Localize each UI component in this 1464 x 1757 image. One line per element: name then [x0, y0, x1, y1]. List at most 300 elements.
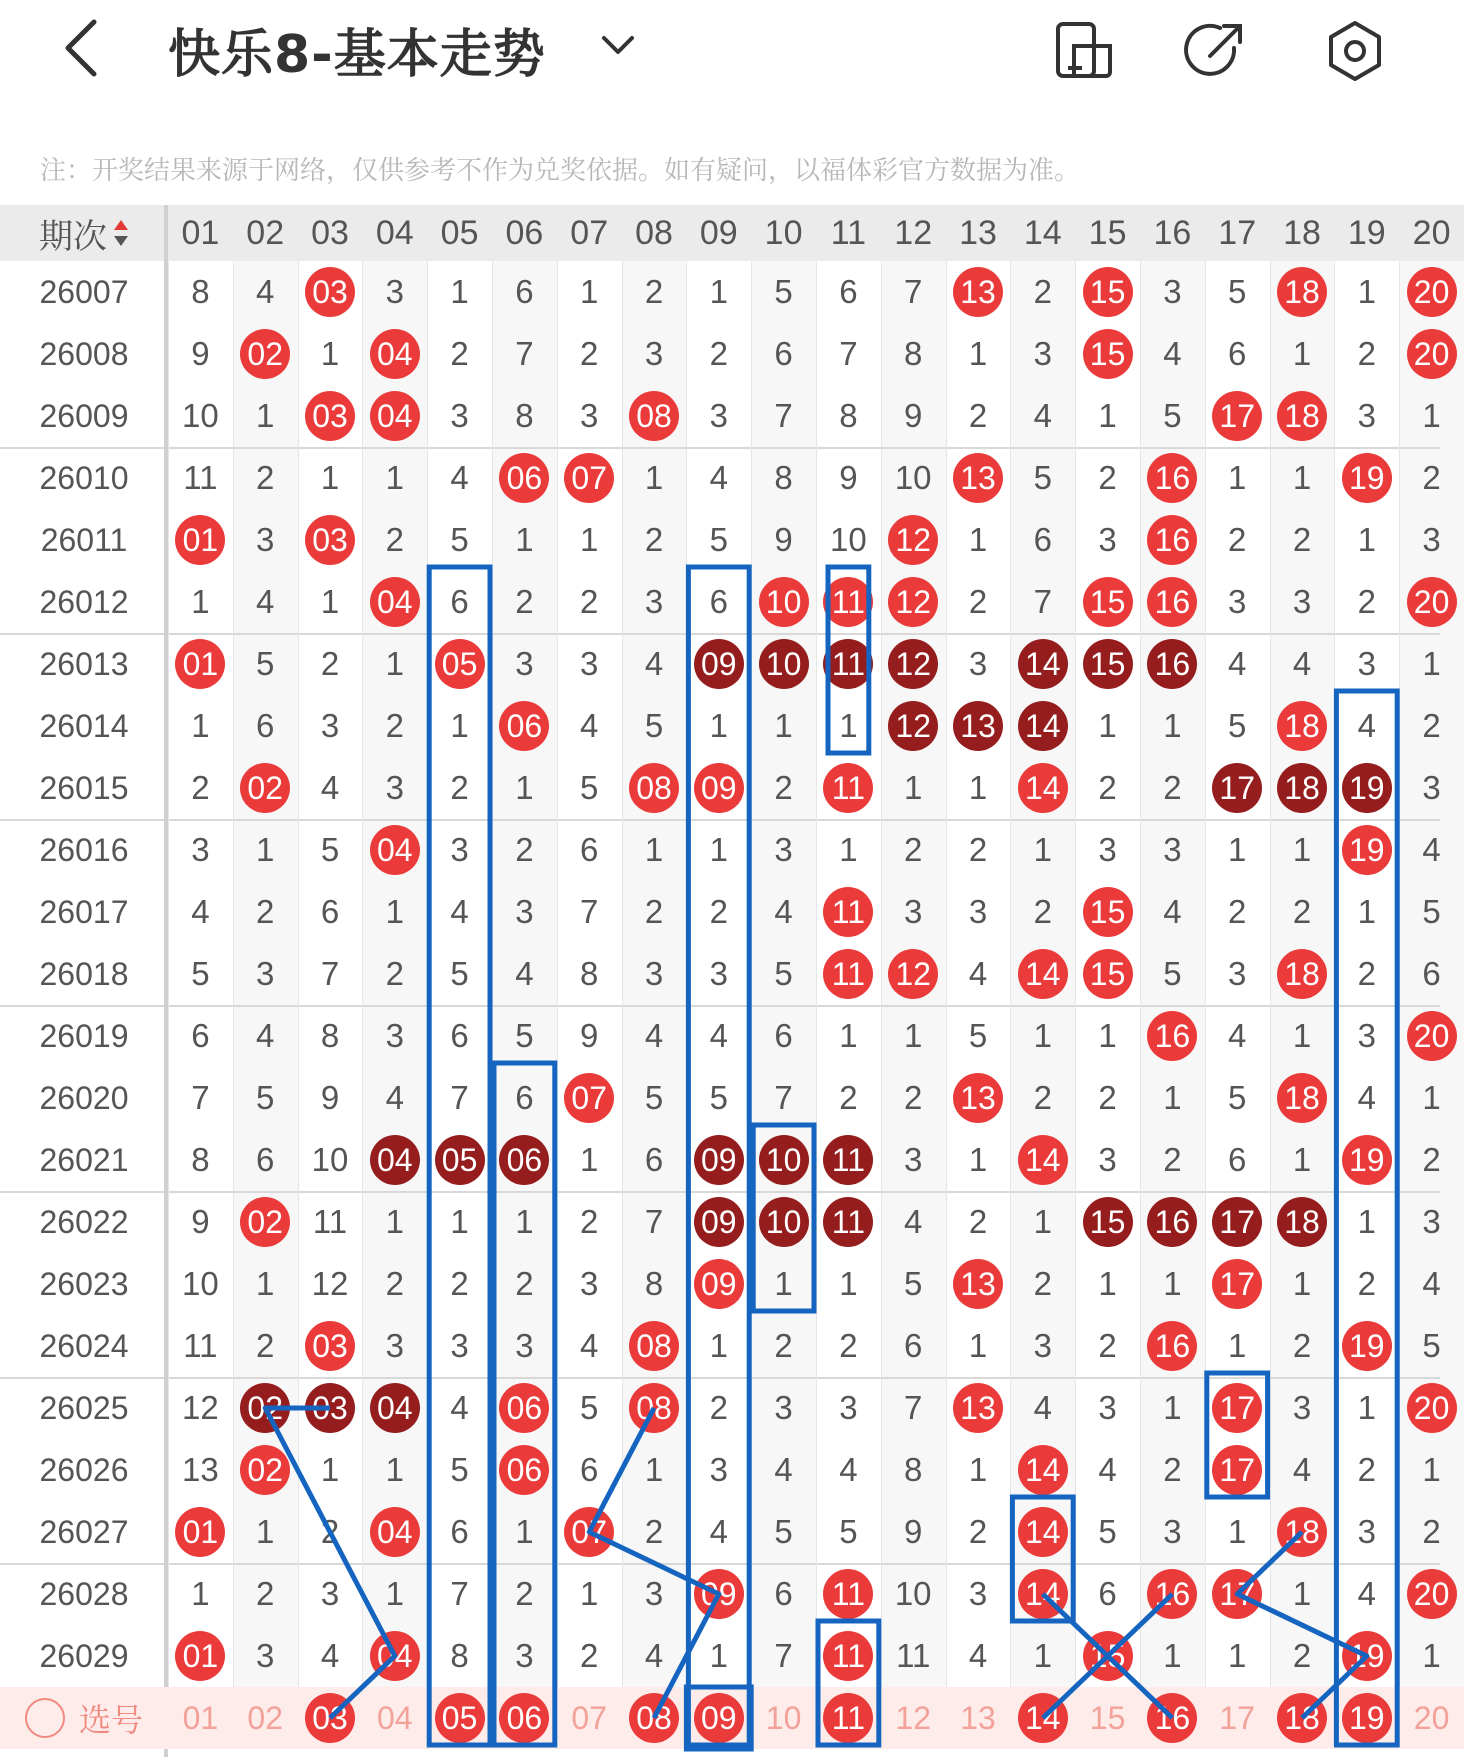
- select-number-cell[interactable]: [557, 1687, 622, 1749]
- omission-value: 7: [839, 335, 858, 372]
- select-number-cell[interactable]: [298, 1687, 363, 1749]
- omission-value: 2: [968, 1513, 988, 1550]
- omission-value: 3: [1098, 1141, 1117, 1178]
- number-cell: [946, 943, 1011, 1005]
- selected-ball[interactable]: 05: [435, 1693, 485, 1743]
- period-cell: 26029: [0, 1625, 168, 1687]
- omission-value: 1: [580, 273, 599, 310]
- number-cell: [492, 1625, 557, 1687]
- number-cell: [1270, 1067, 1335, 1129]
- number-cell: [1270, 1439, 1335, 1501]
- number-cell: [686, 1439, 751, 1501]
- select-number-cell[interactable]: [1270, 1687, 1335, 1749]
- number-cell: [168, 1315, 233, 1377]
- number-ball: 17: [1212, 391, 1262, 441]
- select-number[interactable]: 07: [571, 1699, 607, 1736]
- selected-ball[interactable]: 11: [823, 1693, 873, 1743]
- omission-value: 6: [1422, 955, 1441, 992]
- number-ball: 04: [370, 577, 420, 627]
- number-cell: [1010, 757, 1075, 819]
- column-header: 03: [298, 205, 363, 261]
- omission-value: 1: [1292, 459, 1312, 496]
- number-cell: [1334, 1377, 1399, 1439]
- omission-value: 7: [904, 273, 923, 310]
- period-header[interactable]: [0, 205, 168, 261]
- number-cell: [427, 571, 492, 633]
- number-cell: [686, 261, 751, 323]
- omission-value: 3: [1422, 521, 1441, 558]
- column-header: 02: [233, 205, 298, 261]
- omission-value: 1: [320, 1451, 340, 1488]
- split-screen-icon[interactable]: [1052, 18, 1118, 84]
- omission-value: 1: [1098, 707, 1117, 744]
- number-ball: 16: [1147, 1011, 1197, 1061]
- omission-value: 1: [1098, 1265, 1117, 1302]
- omission-value: 12: [311, 1265, 349, 1302]
- omission-value: 2: [1163, 1141, 1182, 1178]
- omission-value: 5: [1098, 1513, 1117, 1550]
- omission-value: 5: [515, 1017, 534, 1054]
- select-number-cell[interactable]: [362, 1687, 427, 1749]
- number-cell: [686, 695, 751, 757]
- number-cell: [1399, 447, 1464, 509]
- column-header: 15: [1075, 205, 1140, 261]
- omission-value: 4: [1163, 335, 1182, 372]
- number-cell: [1205, 1563, 1270, 1625]
- column-header: 08: [622, 205, 687, 261]
- omission-value: 10: [894, 459, 932, 496]
- sort-icon[interactable]: [113, 218, 129, 248]
- number-cell: [881, 447, 946, 509]
- number-cell: [1270, 447, 1335, 509]
- number-cell: [816, 633, 881, 695]
- number-cell: [427, 261, 492, 323]
- number-cell: [622, 1563, 687, 1625]
- omission-value: 4: [1357, 1079, 1376, 1116]
- omission-value: 8: [191, 273, 210, 310]
- omission-value: 8: [904, 335, 923, 372]
- select-number[interactable]: 17: [1219, 1699, 1255, 1736]
- select-number[interactable]: 15: [1089, 1699, 1126, 1736]
- number-ball: 12: [888, 639, 938, 689]
- number-cell: [1010, 1191, 1075, 1253]
- number-cell: [1334, 1439, 1399, 1501]
- number-cell: [751, 943, 816, 1005]
- omission-value: 1: [1292, 1575, 1312, 1612]
- period-cell: 26019: [0, 1005, 168, 1067]
- omission-value: 4: [839, 1451, 858, 1488]
- group-divider: [0, 633, 1440, 635]
- number-cell: [816, 261, 881, 323]
- omission-value: 10: [182, 1265, 219, 1302]
- omission-value: 7: [450, 1575, 469, 1612]
- column-divider: [881, 261, 882, 1687]
- number-cell: [751, 447, 816, 509]
- radio-icon[interactable]: [25, 1698, 65, 1738]
- omission-value: 5: [580, 1389, 599, 1426]
- number-cell: [751, 1625, 816, 1687]
- number-cell: [1140, 1005, 1205, 1067]
- number-cell: [168, 385, 233, 447]
- period-cell: 26010: [0, 447, 168, 509]
- column-header: 09: [686, 205, 751, 261]
- number-cell: [1334, 943, 1399, 1005]
- group-divider: [0, 447, 1440, 449]
- number-cell: [492, 819, 557, 881]
- number-cell: [1075, 1005, 1140, 1067]
- number-cell: [751, 757, 816, 819]
- omission-value: 11: [183, 459, 218, 496]
- select-number[interactable]: 10: [765, 1699, 802, 1736]
- number-cell: [1010, 1439, 1075, 1501]
- number-cell: [1075, 757, 1140, 819]
- omission-value: 1: [385, 1575, 404, 1612]
- number-cell: [1140, 1377, 1205, 1439]
- select-number[interactable]: 13: [960, 1699, 996, 1736]
- number-cell: [362, 819, 427, 881]
- omission-value: 1: [1292, 1265, 1312, 1302]
- number-ball: 03: [305, 267, 355, 317]
- number-cell: [946, 261, 1011, 323]
- column-divider: [233, 261, 234, 1687]
- number-cell: [1399, 323, 1464, 385]
- omission-value: 2: [1357, 583, 1376, 620]
- selected-ball[interactable]: 08: [629, 1693, 679, 1743]
- number-cell: [1205, 571, 1270, 633]
- select-number-cell[interactable]: [168, 1687, 233, 1749]
- chevron-down-icon[interactable]: [598, 26, 638, 66]
- number-cell: [492, 695, 557, 757]
- selected-ball[interactable]: 03: [305, 1693, 355, 1743]
- number-ball: 13: [953, 453, 1003, 503]
- omission-value: 2: [1228, 893, 1247, 930]
- number-cell: [1140, 1129, 1205, 1191]
- number-cell: [233, 757, 298, 819]
- number-cell: [1399, 385, 1464, 447]
- omission-value: 9: [191, 1203, 210, 1240]
- omission-value: 5: [1033, 459, 1052, 496]
- number-cell: [233, 1563, 298, 1625]
- column-divider: [816, 261, 817, 1687]
- number-cell: [751, 633, 816, 695]
- select-number-cell[interactable]: [1399, 1687, 1464, 1749]
- number-cell: [233, 633, 298, 695]
- omission-value: 4: [515, 955, 534, 992]
- number-cell: [233, 385, 298, 447]
- omission-value: 2: [1422, 707, 1441, 744]
- omission-value: 3: [839, 1389, 858, 1426]
- select-number[interactable]: 02: [247, 1699, 283, 1736]
- selected-ball[interactable]: 18: [1277, 1693, 1327, 1743]
- omission-value: 1: [1228, 831, 1247, 868]
- select-number-cell[interactable]: [881, 1687, 946, 1749]
- omission-value: 3: [1098, 1389, 1117, 1426]
- number-cell: [622, 1253, 687, 1315]
- number-cell: [362, 1315, 427, 1377]
- number-ball: 04: [370, 825, 420, 875]
- column-header: 07: [557, 205, 622, 261]
- omission-value: 4: [256, 1017, 275, 1054]
- omission-value: 1: [774, 707, 793, 744]
- number-cell: [362, 1129, 427, 1191]
- column-header: 17: [1205, 205, 1270, 261]
- omission-value: 2: [1357, 955, 1376, 992]
- omission-value: 3: [1228, 583, 1247, 620]
- number-ball: 18: [1277, 267, 1327, 317]
- omission-value: 2: [1422, 1513, 1441, 1550]
- period-cell: 26016: [0, 819, 168, 881]
- omission-value: 4: [644, 645, 664, 682]
- number-cell: [427, 1625, 492, 1687]
- number-ball: 01: [175, 639, 225, 689]
- number-cell: [622, 1067, 687, 1129]
- number-cell: [362, 571, 427, 633]
- select-number-cell[interactable]: [1010, 1687, 1075, 1749]
- number-cell: [946, 1067, 1011, 1129]
- omission-value: 6: [191, 1017, 210, 1054]
- period-cell: 26015: [0, 757, 168, 819]
- select-number-cell[interactable]: [816, 1687, 881, 1749]
- number-cell: [168, 261, 233, 323]
- number-ball: 17: [1212, 1259, 1262, 1309]
- omission-value: 1: [709, 273, 728, 310]
- select-number-cell[interactable]: [686, 1687, 751, 1749]
- number-cell: [751, 881, 816, 943]
- number-cell: [557, 881, 622, 943]
- selected-ball[interactable]: 16: [1147, 1693, 1197, 1743]
- number-cell: [1270, 819, 1335, 881]
- number-cell: [622, 1191, 687, 1253]
- number-ball: 06: [499, 1135, 549, 1185]
- omission-value: 4: [1422, 831, 1441, 868]
- number-ball: 20: [1407, 329, 1457, 379]
- select-number-cell[interactable]: [427, 1687, 492, 1749]
- omission-value: 1: [1422, 1079, 1441, 1116]
- number-cell: [751, 1563, 816, 1625]
- number-cell: [686, 1501, 751, 1563]
- number-cell: [622, 571, 687, 633]
- number-cell: [492, 1439, 557, 1501]
- number-cell: [427, 1439, 492, 1501]
- column-header: 04: [362, 205, 427, 261]
- number-ball: 06: [499, 453, 549, 503]
- number-cell: [492, 757, 557, 819]
- period-cell: 26021: [0, 1129, 168, 1191]
- number-cell: [298, 1129, 363, 1191]
- number-cell: [1140, 571, 1205, 633]
- number-cell: [298, 1439, 363, 1501]
- number-cell: [881, 881, 946, 943]
- omission-value: 4: [709, 459, 728, 496]
- select-number-cell[interactable]: [233, 1687, 298, 1749]
- number-cell: [881, 1563, 946, 1625]
- omission-value: 2: [256, 893, 275, 930]
- select-number-cell[interactable]: [1334, 1687, 1399, 1749]
- number-cell: [1334, 881, 1399, 943]
- number-cell: [362, 1377, 427, 1439]
- omission-value: 2: [580, 335, 599, 372]
- omission-value: 6: [1228, 335, 1247, 372]
- number-cell: [946, 571, 1011, 633]
- omission-value: 2: [1098, 1327, 1117, 1364]
- number-cell: [298, 881, 363, 943]
- omission-value: 6: [774, 335, 793, 372]
- select-number[interactable]: 04: [376, 1699, 413, 1736]
- omission-value: 1: [774, 1265, 793, 1302]
- omission-value: 2: [320, 1513, 340, 1550]
- select-number[interactable]: 20: [1413, 1699, 1450, 1736]
- select-number-cell[interactable]: [751, 1687, 816, 1749]
- omission-value: 1: [968, 335, 988, 372]
- column-divider: [1075, 261, 1076, 1687]
- select-number[interactable]: 12: [895, 1699, 931, 1736]
- omission-value: 3: [450, 397, 469, 434]
- number-cell: [1399, 881, 1464, 943]
- number-ball: 11: [823, 1631, 873, 1681]
- number-cell: [1140, 1501, 1205, 1563]
- select-number-cell[interactable]: [622, 1687, 687, 1749]
- number-ball: 13: [953, 1073, 1003, 1123]
- number-cell: [362, 695, 427, 757]
- omission-value: 5: [1163, 397, 1182, 434]
- omission-value: 3: [515, 893, 534, 930]
- number-cell: [168, 1563, 233, 1625]
- omission-value: 5: [904, 1265, 923, 1302]
- number-cell: [816, 1191, 881, 1253]
- omission-value: 3: [1292, 1389, 1312, 1426]
- select-number-cell[interactable]: [946, 1687, 1011, 1749]
- omission-value: 1: [1163, 1265, 1182, 1302]
- number-ball: 17: [1212, 1383, 1262, 1433]
- number-cell: [816, 1501, 881, 1563]
- group-divider: [0, 819, 1440, 821]
- column-header: 18: [1270, 205, 1335, 261]
- omission-value: 1: [644, 459, 664, 496]
- number-cell: [946, 881, 1011, 943]
- number-ball: 18: [1277, 763, 1327, 813]
- number-ball: 09: [694, 763, 744, 813]
- number-ball: 07: [564, 453, 614, 503]
- select-number[interactable]: 01: [182, 1699, 219, 1736]
- number-cell: [427, 757, 492, 819]
- number-cell: [1075, 1439, 1140, 1501]
- number-cell: [233, 1191, 298, 1253]
- number-ball: 12: [888, 949, 938, 999]
- number-cell: [1334, 633, 1399, 695]
- select-label-cell[interactable]: [0, 1687, 168, 1749]
- omission-value: 3: [1098, 831, 1117, 868]
- number-cell: [622, 385, 687, 447]
- omission-value: 3: [515, 1637, 534, 1674]
- number-cell: [168, 571, 233, 633]
- omission-value: 1: [385, 1203, 404, 1240]
- number-cell: [881, 323, 946, 385]
- number-ball: 15: [1083, 267, 1133, 317]
- omission-value: 3: [1098, 521, 1117, 558]
- number-cell: [1075, 1625, 1140, 1687]
- omission-value: 4: [450, 459, 469, 496]
- number-cell: [1270, 261, 1335, 323]
- number-cell: [168, 1129, 233, 1191]
- number-cell: [1334, 1129, 1399, 1191]
- selected-ball[interactable]: 14: [1018, 1693, 1068, 1743]
- number-cell: [492, 881, 557, 943]
- period-cell: 26024: [0, 1315, 168, 1377]
- number-cell: [946, 695, 1011, 757]
- omission-value: 1: [1228, 459, 1247, 496]
- number-ball: 11: [823, 763, 873, 813]
- number-ball: 11: [823, 887, 873, 937]
- omission-value: 2: [385, 707, 404, 744]
- number-cell: [1075, 1563, 1140, 1625]
- selected-ball[interactable]: 09: [694, 1693, 744, 1743]
- number-cell: [557, 1253, 622, 1315]
- omission-value: 5: [968, 1017, 988, 1054]
- omission-value: 2: [709, 893, 728, 930]
- number-cell: [622, 881, 687, 943]
- number-ball: 13: [953, 1259, 1003, 1309]
- number-cell: [946, 1191, 1011, 1253]
- number-cell: [492, 509, 557, 571]
- omission-value: 6: [580, 1451, 599, 1488]
- number-cell: [298, 323, 363, 385]
- share-icon[interactable]: [1184, 18, 1250, 84]
- omission-value: 10: [830, 521, 867, 558]
- number-ball: 18: [1277, 1507, 1327, 1557]
- number-ball: 07: [564, 1507, 614, 1557]
- back-icon[interactable]: [60, 16, 110, 80]
- number-ball: 16: [1147, 453, 1197, 503]
- number-cell: [298, 447, 363, 509]
- page-title[interactable]: 快乐8-基本走势: [168, 25, 546, 85]
- omission-value: 1: [644, 1451, 664, 1488]
- omission-value: 10: [311, 1141, 349, 1178]
- omission-value: 4: [644, 1637, 664, 1674]
- select-number-cell[interactable]: [1205, 1687, 1270, 1749]
- number-cell: [1334, 1501, 1399, 1563]
- omission-value: 3: [450, 1327, 469, 1364]
- omission-value: 2: [450, 1265, 469, 1302]
- number-cell: [1140, 695, 1205, 757]
- number-cell: [1205, 1067, 1270, 1129]
- omission-value: 2: [1357, 1265, 1376, 1302]
- number-cell: [1334, 509, 1399, 571]
- column-divider: [686, 261, 687, 1687]
- settings-icon[interactable]: [1322, 18, 1388, 84]
- number-cell: [1270, 509, 1335, 571]
- number-cell: [362, 1005, 427, 1067]
- number-cell: [1140, 323, 1205, 385]
- number-cell: [233, 1439, 298, 1501]
- select-number-cell[interactable]: [1140, 1687, 1205, 1749]
- selected-ball[interactable]: 06: [499, 1693, 549, 1743]
- omission-value: 9: [191, 335, 210, 372]
- number-cell: [1270, 881, 1335, 943]
- number-cell: [1140, 1315, 1205, 1377]
- omission-value: 6: [320, 893, 340, 930]
- select-number-cell[interactable]: [1075, 1687, 1140, 1749]
- omission-value: 7: [320, 955, 340, 992]
- select-number-cell[interactable]: [492, 1687, 557, 1749]
- number-cell: [557, 757, 622, 819]
- selected-ball[interactable]: 19: [1342, 1693, 1392, 1743]
- number-cell: [168, 323, 233, 385]
- number-cell: [1270, 1625, 1335, 1687]
- number-cell: [427, 509, 492, 571]
- omission-value: 4: [191, 893, 210, 930]
- number-cell: [557, 819, 622, 881]
- column-divider: [427, 261, 428, 1687]
